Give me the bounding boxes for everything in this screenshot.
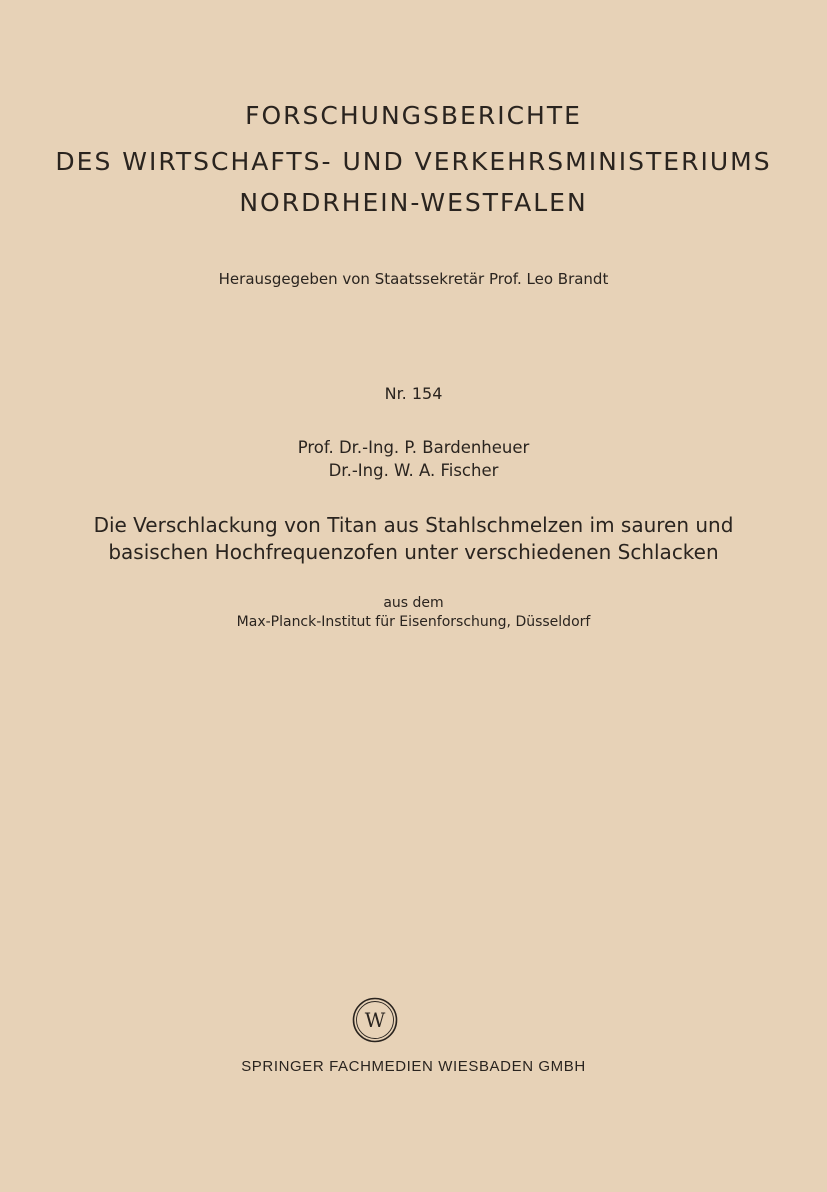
publisher-logo-letter: W	[364, 1008, 386, 1032]
institute-name: Max-Planck-Institut für Eisenforschung, Düsseldorf	[236, 614, 591, 630]
publisher-name: SPRINGER FACHMEDIEN WIESBADEN GMBH	[241, 1058, 586, 1075]
report-number: Nr. 154	[384, 384, 443, 403]
publisher-logo-icon	[351, 996, 399, 1044]
editor-line: Herausgegeben von Staatssekretär Prof. Leo Brandt	[218, 270, 609, 288]
author-2: Dr.-Ing. W. A. Fischer	[328, 461, 499, 480]
book-title-line-2: basischen Hochfrequenzofen unter verschiedenen Schlacken	[108, 540, 719, 564]
author-1: Prof. Dr.-Ing. P. Bardenheuer	[297, 438, 530, 457]
origin-prefix: aus dem	[383, 595, 444, 611]
book-title-line-1: Die Verschlackung von Titan aus Stahlschmelzen im sauren und	[93, 513, 734, 537]
series-title-line-3: NORDRHEIN-WESTFALEN	[239, 188, 588, 217]
series-title-line-2: DES WIRTSCHAFTS- UND VERKEHRSMINISTERIUMS	[55, 147, 772, 176]
series-title-line-1: FORSCHUNGSBERICHTE	[245, 101, 582, 130]
